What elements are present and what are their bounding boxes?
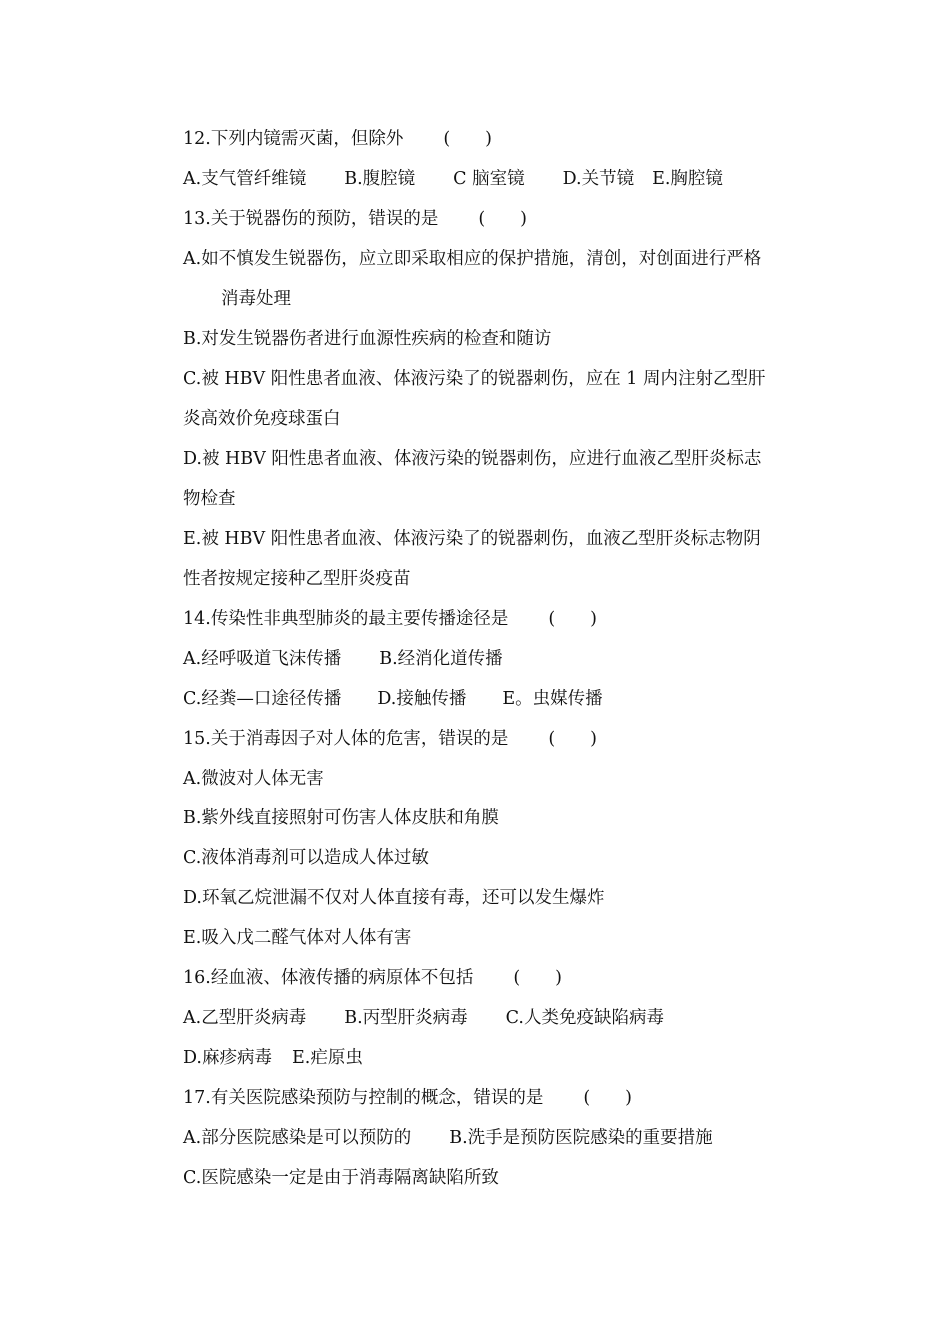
option-text: 消毒处理 bbox=[221, 289, 291, 309]
question-16-options-row2 bbox=[183, 1046, 363, 1070]
option-text: 炎高效价免疫球蛋白 bbox=[183, 409, 341, 429]
stem-text: 17.有关医院感染预防与控制的概念，错误的是 bbox=[183, 1088, 544, 1108]
option-a: A.部分医院感染是可以预防的 bbox=[183, 1128, 412, 1148]
option-a: A.乙型肝炎病毒 bbox=[183, 1008, 307, 1028]
question-16-options-row1 bbox=[183, 1006, 664, 1030]
question-13-option-c-cont bbox=[183, 407, 341, 431]
option-a: A.支气管纤维镜 bbox=[183, 169, 307, 189]
question-13-stem bbox=[183, 207, 527, 231]
question-13-option-c bbox=[183, 367, 765, 391]
question-17-options-row1 bbox=[183, 1126, 713, 1150]
option-b: B.经消化道传播 bbox=[379, 649, 503, 669]
question-13-option-a bbox=[183, 247, 761, 271]
question-17-option-c bbox=[183, 1166, 499, 1190]
question-14-options-row1 bbox=[183, 647, 503, 671]
answer-paren: ( ) bbox=[548, 609, 597, 629]
answer-paren: ( ) bbox=[478, 209, 527, 229]
option-c: C.人类免疫缺陷病毒 bbox=[505, 1008, 664, 1028]
option-b: B.丙型肝炎病毒 bbox=[344, 1008, 468, 1028]
question-12-stem bbox=[183, 127, 492, 151]
stem-text: 12.下列内镜需灭菌，但除外 bbox=[183, 129, 404, 149]
question-13-option-b bbox=[183, 327, 551, 351]
option-text: D.被 HBV 阳性患者血液、体液污染的锐器刺伤，应进行血液乙型肝炎标志 bbox=[183, 449, 762, 469]
option-text: C.液体消毒剂可以造成人体过敏 bbox=[183, 848, 429, 868]
option-text: B.对发生锐器伤者进行血源性疾病的检查和随访 bbox=[183, 329, 552, 349]
question-13-option-e bbox=[183, 527, 761, 551]
option-e: E.疟原虫 bbox=[291, 1048, 363, 1068]
option-text: C.医院感染一定是由于消毒隔离缺陷所致 bbox=[183, 1168, 499, 1188]
question-16-stem bbox=[183, 966, 562, 990]
stem-text: 13.关于锐器伤的预防，错误的是 bbox=[183, 209, 439, 229]
option-text: E.被 HBV 阳性患者血液、体液污染了的锐器刺伤，血液乙型肝炎标志物阴 bbox=[183, 529, 761, 549]
option-text: A.如不慎发生锐器伤，应立即采取相应的保护措施，清创，对创面进行严格 bbox=[183, 249, 762, 269]
question-15-option-d bbox=[183, 886, 604, 910]
question-15-option-a bbox=[183, 767, 324, 791]
option-e: E。虫媒传播 bbox=[502, 689, 603, 709]
option-b: B.腹腔镜 bbox=[344, 169, 416, 189]
answer-paren: ( ) bbox=[443, 129, 492, 149]
stem-text: 14.传染性非典型肺炎的最主要传播途径是 bbox=[183, 609, 509, 629]
option-text: C.被 HBV 阳性患者血液、体液污染了的锐器刺伤，应在 1 周内注射乙型肝 bbox=[183, 369, 766, 389]
answer-paren: ( ) bbox=[583, 1088, 632, 1108]
question-13-option-d-cont bbox=[183, 487, 236, 511]
question-13-option-a-cont bbox=[221, 287, 291, 311]
question-14-options-row2 bbox=[183, 687, 603, 711]
option-b: B.洗手是预防医院感染的重要措施 bbox=[449, 1128, 713, 1148]
question-13-option-e-cont bbox=[183, 567, 411, 591]
question-15-stem bbox=[183, 727, 597, 751]
option-text: B.紫外线直接照射可伤害人体皮肤和角膜 bbox=[183, 808, 499, 828]
answer-paren: ( ) bbox=[548, 729, 597, 749]
stem-text: 16.经血液、体液传播的病原体不包括 bbox=[183, 968, 474, 988]
question-13-option-d bbox=[183, 447, 761, 471]
question-17-stem bbox=[183, 1086, 632, 1110]
option-a: A.经呼吸道飞沫传播 bbox=[183, 649, 342, 669]
option-text: 性者按规定接种乙型肝炎疫苗 bbox=[183, 569, 411, 589]
option-text: E.吸入戊二醛气体对人体有害 bbox=[183, 928, 412, 948]
option-text: D.环氧乙烷泄漏不仅对人体直接有毒，还可以发生爆炸 bbox=[183, 888, 605, 908]
question-12-options bbox=[183, 167, 723, 191]
stem-text: 15.关于消毒因子对人体的危害，错误的是 bbox=[183, 729, 509, 749]
question-15-option-e bbox=[183, 926, 411, 950]
option-d: D.接触传播 bbox=[377, 689, 467, 709]
option-e: E.胸腔镜 bbox=[652, 169, 723, 189]
question-14-stem bbox=[183, 607, 597, 631]
option-text: A.微波对人体无害 bbox=[183, 769, 324, 789]
option-d: D.关节镜 bbox=[562, 169, 635, 189]
answer-paren: ( ) bbox=[513, 968, 562, 988]
question-15-option-c bbox=[183, 846, 429, 870]
option-text: 物检查 bbox=[183, 489, 236, 509]
option-c: C.经粪—口途径传播 bbox=[183, 689, 342, 709]
question-15-option-b bbox=[183, 806, 499, 830]
option-d: D.麻疹病毒 bbox=[183, 1048, 272, 1068]
option-c: C 脑室镜 bbox=[453, 169, 525, 189]
